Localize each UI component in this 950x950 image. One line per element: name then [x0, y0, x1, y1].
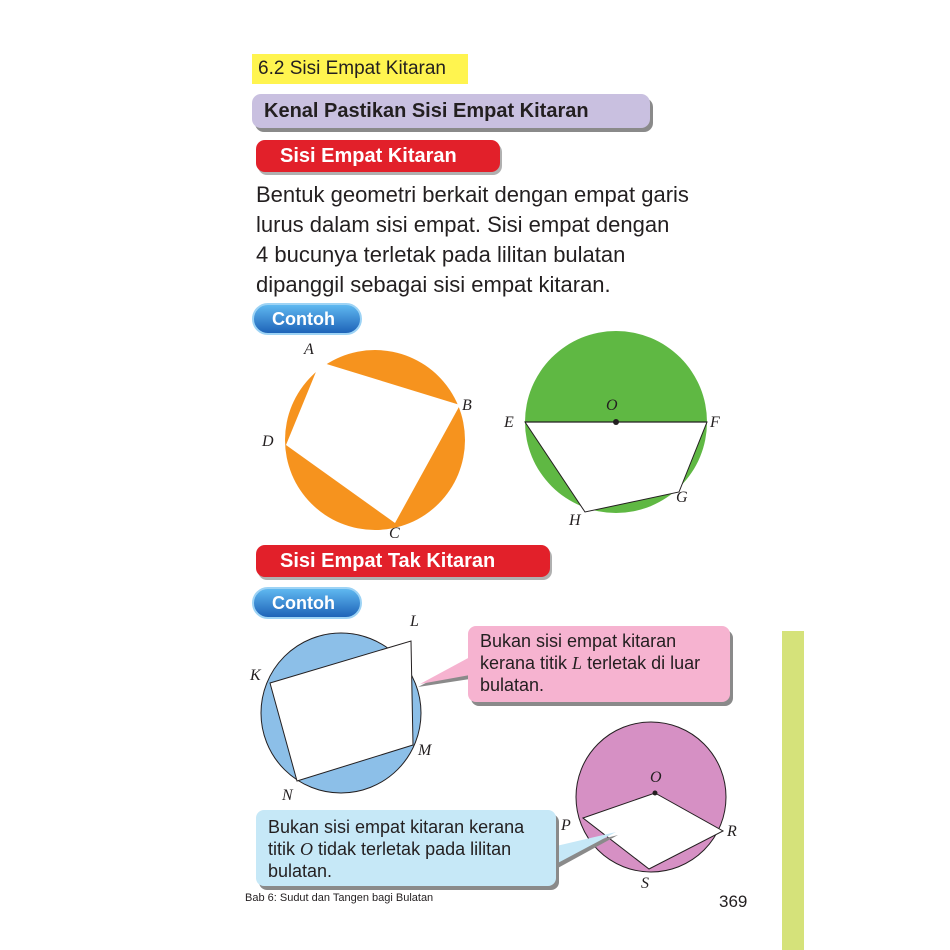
definition-line: dipanggil sebagai sisi empat kitaran. — [256, 272, 611, 297]
definition-line: Bentuk geometri berkait dengan empat garis — [256, 182, 689, 207]
callout-not-cyclic-l — [468, 626, 730, 702]
callout-variable: L — [572, 653, 583, 673]
callout-text: tidak terletak pada lilitan — [313, 839, 512, 859]
section-title-text: Sisi Empat Kitaran — [289, 58, 446, 79]
figure-noncyclic-blue — [245, 605, 445, 805]
center-point — [613, 419, 619, 425]
label-o: O — [606, 397, 618, 414]
label-f: F — [710, 414, 720, 431]
label-g: G — [676, 489, 688, 506]
label-p: P — [561, 817, 571, 834]
label-r: R — [727, 823, 737, 840]
callout-line — [268, 838, 556, 860]
chapter-footer: Bab 6: Sudut dan Tangen bagi Bulatan — [245, 892, 434, 904]
label-c: C — [389, 525, 400, 542]
example-pill-2: Contoh — [252, 587, 362, 619]
definition-line: 4 bucunya terletak pada lilitan bulatan — [256, 242, 626, 267]
label-d: D — [262, 433, 274, 450]
callout-not-cyclic-o — [256, 810, 556, 886]
figure-noncyclic-pink — [555, 710, 755, 900]
label-e: E — [504, 414, 514, 431]
label-k: K — [250, 667, 261, 684]
center-point-o — [653, 791, 658, 796]
definition-paragraph — [256, 180, 736, 300]
label-a: A — [304, 341, 314, 358]
example-pill-1: Contoh — [252, 303, 362, 335]
callout-pointer-2 — [552, 825, 622, 870]
label-o2: O — [650, 769, 662, 786]
cyclic-heading: Sisi Empat Kitaran — [256, 140, 500, 172]
callout-line: bulatan. — [268, 861, 333, 881]
callout-line: Bukan sisi empat kitaran — [480, 631, 677, 651]
callout-variable: O — [300, 839, 314, 859]
label-s: S — [641, 875, 649, 892]
label-h: H — [569, 512, 581, 529]
side-color-strip — [782, 631, 804, 950]
label-l: L — [410, 613, 419, 630]
subheading-bar: Kenal Pastikan Sisi Empat Kitaran — [252, 94, 650, 128]
callout-text: kerana titik — [480, 653, 573, 673]
figure-cyclic-green — [500, 340, 740, 535]
callout-line — [480, 652, 730, 674]
callout-text: titik — [268, 839, 301, 859]
page-number: 369 — [719, 892, 748, 911]
section-number: 6.2 — [258, 58, 285, 79]
definition-line: lurus dalam sisi empat. Sisi empat dengan — [256, 212, 670, 237]
figure-cyclic-orange — [262, 335, 490, 545]
label-m: M — [418, 742, 432, 759]
callout-line: bulatan. — [480, 675, 545, 695]
callout-text: terletak di luar — [582, 653, 701, 673]
label-n: N — [282, 787, 293, 804]
section-title — [252, 54, 468, 84]
label-b: B — [462, 397, 472, 414]
noncyclic-heading: Sisi Empat Tak Kitaran — [256, 545, 550, 577]
callout-line: Bukan sisi empat kitaran kerana — [268, 817, 525, 837]
callout-pointer-1 — [418, 655, 473, 695]
